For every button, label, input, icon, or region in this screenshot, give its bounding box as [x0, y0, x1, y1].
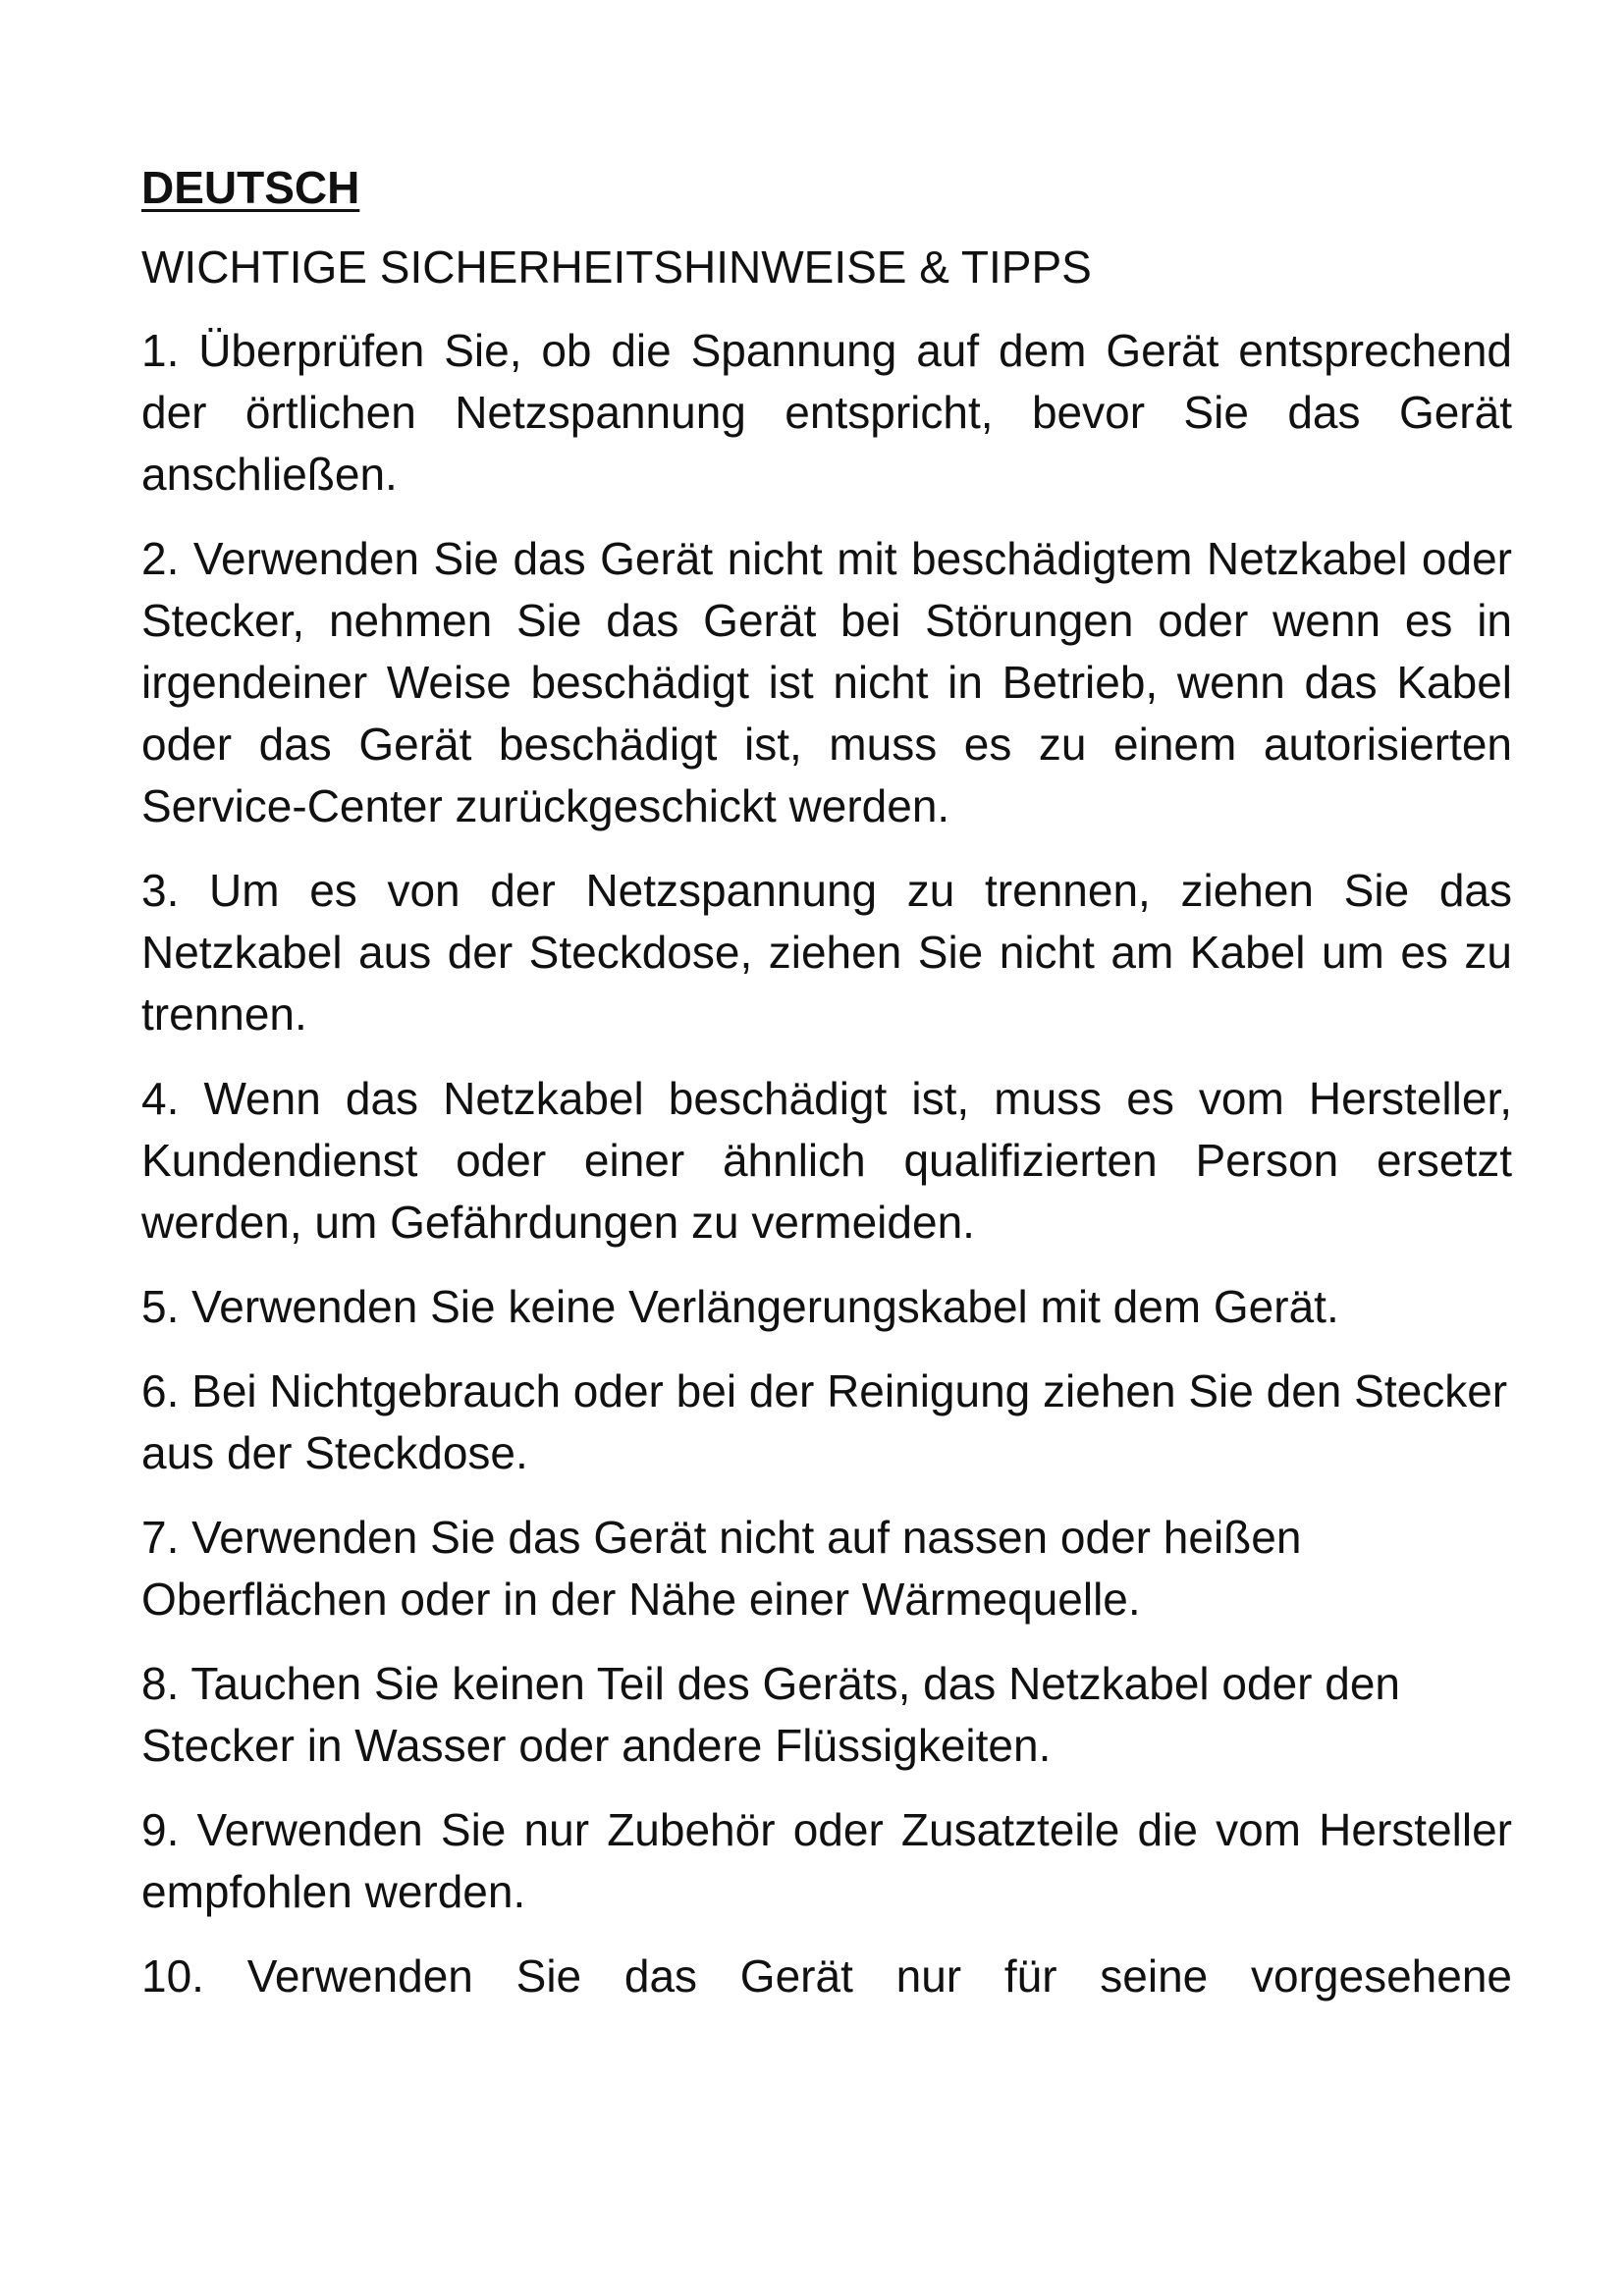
safety-item-9: 9. Verwenden Sie nur Zubehör oder Zusatzteile die vom Hersteller empfohlen werden. [141, 1804, 1512, 1917]
safety-item-4: 4. Wenn das Netzkabel beschädigt ist, muss es vom Hersteller, Kundendienst oder einer ähnlich qualifizierten Person ersetzt werden, um Gefährdungen zu vermeiden. [141, 1073, 1512, 1248]
safety-item-2: 2. Verwenden Sie das Gerät nicht mit beschädigtem Netzkabel oder Stecker, nehmen Sie das Gerät bei Störungen oder wenn es in irgendeiner Weise beschädigt ist nicht in Betrieb, wenn das Kabel oder das Gerät beschädigt ist, muss es zu einem autorisierten Service-Center zurückgeschickt werden. [141, 533, 1512, 831]
safety-item-6: 6. Bei Nichtgebrauch oder bei der Reinigung ziehen Sie den Stecker aus der Steckdose. [141, 1365, 1508, 1478]
safety-item-3: 3. Um es von der Netzspannung zu trennen, ziehen Sie das Netzkabel aus der Steckdose, ziehen Sie nicht am Kabel um es zu trennen. [141, 865, 1512, 1040]
manual-page [141, 157, 1512, 2030]
safety-item-1: 1. Überprüfen Sie, ob die Spannung auf dem Gerät entsprechend der örtlichen Netzspannung entspricht, bevor Sie das Gerät anschließen. [141, 325, 1512, 500]
safety-item-8: 8. Tauchen Sie keinen Teil des Geräts, das Netzkabel oder den Stecker in Wasser oder andere Flüssigkeiten. [141, 1658, 1401, 1771]
safety-item-5: 5. Verwenden Sie keine Verlängerungskabel mit dem Gerät. [141, 1281, 1339, 1332]
safety-section-title: WICHTIGE SICHERHEITSHINWEISE & TIPPS [141, 241, 1092, 293]
safety-instructions-list [141, 320, 1512, 2007]
language-heading: DEUTSCH [141, 162, 360, 213]
safety-item-10: 10. Verwenden Sie das Gerät nur für seine vorgesehene [141, 1950, 1512, 2002]
safety-item-7: 7. Verwenden Sie das Gerät nicht auf nassen oder heißen Oberflächen oder in der Nähe einer Wärmequelle. [141, 1512, 1302, 1625]
